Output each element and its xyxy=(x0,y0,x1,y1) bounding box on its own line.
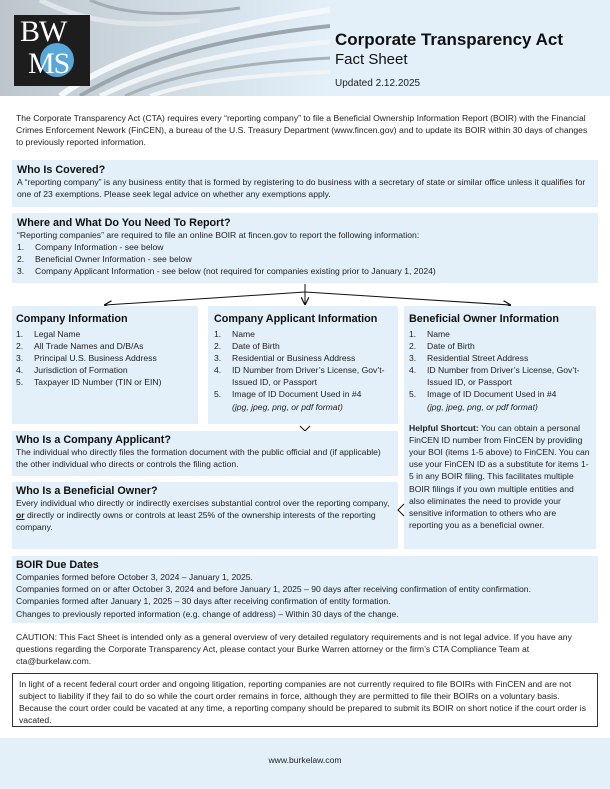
logo-letters-top: BW xyxy=(20,15,67,48)
emphasis-or: or xyxy=(16,510,25,521)
where-what-box xyxy=(12,213,598,283)
page-title: Corporate Transparency Act xyxy=(335,30,563,49)
list-item: 3. Principal U.S. Business Address xyxy=(16,353,157,364)
company-info-box xyxy=(12,306,198,424)
due-date-line: Companies formed after January 1, 2025 – 30 days after receiving confirmation of entity formation. xyxy=(16,596,391,607)
list-item: 2. Date of Birth xyxy=(214,341,280,352)
list-item: 1. Company Information - see below xyxy=(17,242,164,253)
list-item: 4. ID Number from Driver’s License, Gov’t-Issued ID, or Passport xyxy=(409,365,580,388)
where-what-list xyxy=(17,241,593,277)
who-covered-heading: Who Is Covered? xyxy=(17,164,106,176)
applicant-info-heading: Company Applicant Information xyxy=(214,313,378,325)
owner-info-box xyxy=(404,306,596,549)
list-item: 1. Legal Name xyxy=(16,329,81,339)
list-item: 1. Name xyxy=(409,329,450,339)
due-date-line: Changes to previously reported information (e.g. change of address) – Within 30 days of the change. xyxy=(16,608,399,619)
who-covered-box xyxy=(12,160,598,207)
applicant-info-box xyxy=(208,306,398,424)
footer-band xyxy=(0,738,610,789)
who-covered-text: A “reporting company” is any business entity that is formed by registering to do business with a secretary of state or similar office unless it qualifies for one of 23 exemptions. Please seek legal advice on whether any exemptions apply. xyxy=(17,177,586,200)
helpful-shortcut xyxy=(409,422,591,532)
shortcut-label: Helpful Shortcut: xyxy=(409,422,479,433)
format-note: (jpg, jpeg, png, or pdf format) xyxy=(232,401,343,412)
page-subtitle: Fact Sheet xyxy=(335,51,408,68)
who-owner-heading: Who Is a Beneficial Owner? xyxy=(16,485,158,497)
list-item: 3. Residential or Business Address xyxy=(214,353,356,364)
footer-url[interactable]: www.burkelaw.com xyxy=(268,755,342,765)
updated-date: Updated 2.12.2025 xyxy=(335,78,421,89)
list-item: 2. All Trade Names and D/B/As xyxy=(16,341,144,352)
list-item: 2. Beneficial Owner Information - see below xyxy=(17,254,192,265)
chevron-left-icon xyxy=(397,503,405,517)
shortcut-text: You can obtain a personal FinCEN ID number from FinCEN by providing your BOI (items 1-5 above) to FinCEN. You can use your FinCEN ID as a substitute for items 1-5 in any BOIR filing. This facilitates multiple BOIR filings if you own multiple entities and also eliminates the need to provide your sensitive information to others who are reporting you as a beneficial owner. xyxy=(409,422,590,531)
owner-info-heading: Beneficial Owner Information xyxy=(409,313,559,325)
court-order-notice: In light of a recent federal court order and ongoing litigation, reporting companies are not currently required to file BOIRs with FinCEN and are not subject to liability if they fail to do so while the court order remains in force, although they are permitted to file their BOIRs on a voluntary basis. Because the court order could be vacated at any time, a reporting company should be prepared to submit its BOIR on short notice if the court order is vacated. xyxy=(12,673,598,727)
owner-info-list xyxy=(409,328,591,413)
due-dates-heading: BOIR Due Dates xyxy=(16,559,99,571)
logo-letters-bottom: MS xyxy=(28,47,70,80)
applicant-info-list xyxy=(214,328,392,413)
company-info-heading: Company Information xyxy=(16,313,128,325)
list-item: 5. Image of ID Document Used in #4 (jpg, jpeg, png, or pdf format) xyxy=(409,389,557,412)
who-owner-text: Every individual who directly or indirectly exercises substantial control over the reporting company, or directly or indirectly owns or controls at least 25% of the ownership interests of the reporting company. xyxy=(16,498,390,533)
who-applicant-text: The individual who directly files the formation document with the public official and (if applicable) the other individual who directs or controls the filing action. xyxy=(16,447,381,470)
due-dates-box xyxy=(12,556,598,623)
due-date-line: Companies formed on or after October 3, 2024 and before January 1, 2025 – 90 days after receiving confirmation of entity confirmation. xyxy=(16,584,531,595)
list-item: 3. Company Applicant Information - see below (not required for companies existing prior to January 1, 2024) xyxy=(17,266,436,277)
list-item: 5. Taxpayer ID Number (TIN or EIN) xyxy=(16,377,162,388)
who-applicant-box xyxy=(12,431,398,476)
where-what-heading: Where and What Do You Need To Report? xyxy=(17,217,231,229)
due-date-line: Companies formed before October 3, 2024 – January 1, 2025. xyxy=(16,572,253,582)
header-band xyxy=(0,0,610,96)
bwms-logo xyxy=(14,15,90,86)
list-item: 1. Name xyxy=(214,329,255,339)
caution-paragraph: CAUTION: This Fact Sheet is intended only as a general overview of very detailed regulatory requirements and is not legal advice. If you have any questions regarding the Corporate Transparency Act, please contact your Burke Warren attorney or the firm’s CTA Compliance Team at cta@burkelaw.com. xyxy=(16,632,572,667)
who-applicant-heading: Who Is a Company Applicant? xyxy=(16,434,171,446)
where-what-text: “Reporting companies” are required to file an online BOIR at fincen.gov to report the following information: xyxy=(17,230,420,240)
who-owner-box xyxy=(12,482,398,549)
list-item: 4. Jurisdiction of Formation xyxy=(16,365,128,376)
list-item: 5. Image of ID Document Used in #4 (jpg, jpeg, png, or pdf format) xyxy=(214,389,362,412)
intro-paragraph: The Corporate Transparency Act (CTA) requires every “reporting company” to file a Beneficial Ownership Information Report (BOIR) with the Financial Crimes Enforcement Nework (FinCEN), a bureau of the U.S. Treasury Department (www.fincen.gov) and to update its BOIR within 30 days of changes to previously reported information. xyxy=(16,113,588,148)
format-note: (jpg, jpeg, png, or pdf format) xyxy=(427,401,538,412)
company-info-list xyxy=(16,328,194,388)
list-item: 2. Date of Birth xyxy=(409,341,475,352)
list-item: 4. ID Number from Driver’s License, Gov’t-Issued ID, or Passport xyxy=(214,365,385,388)
list-item: 3. Residential Street Address xyxy=(409,353,529,364)
